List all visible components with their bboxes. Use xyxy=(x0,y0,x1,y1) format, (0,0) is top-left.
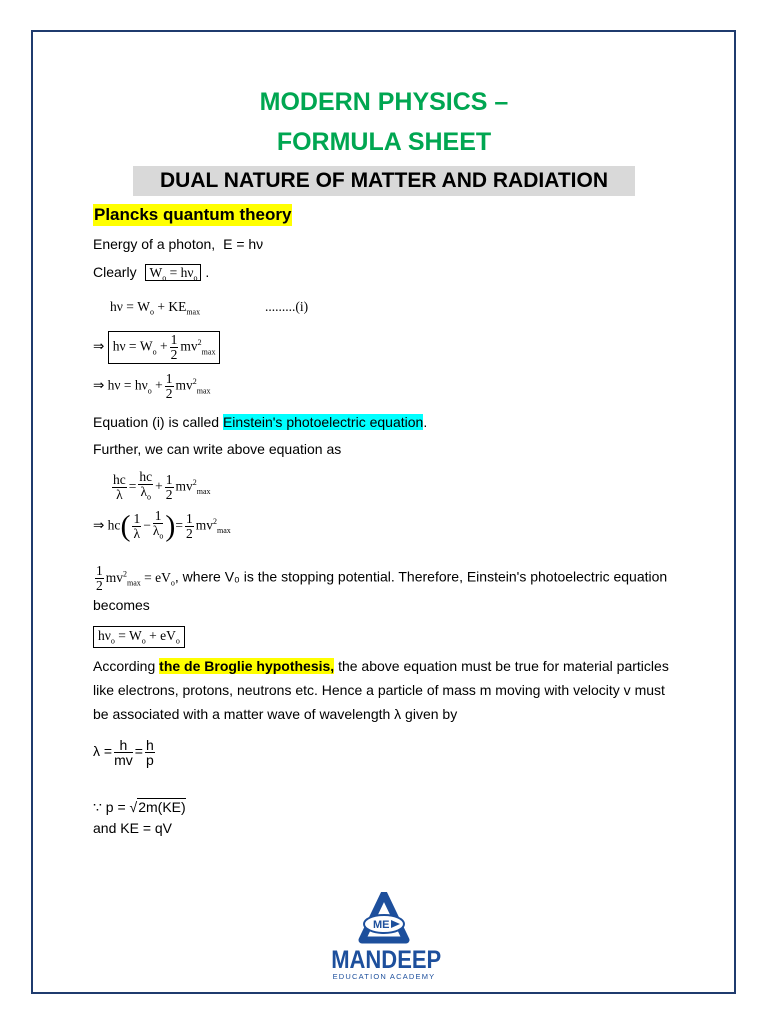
work-function-line: Clearly $W_o = h\nu_o$ . xyxy=(93,264,210,283)
stopping-text: , where V₀ is the stopping potential. Therefore, Einstein's photoelectric equation xyxy=(174,568,668,585)
momentum-relation: ∵ p = √2m(KE) xyxy=(93,799,186,815)
logo-mark-text: ME xyxy=(373,919,390,931)
page-title-line1: MODERN PHYSICS – xyxy=(259,88,509,116)
einstein-prefix: Equation (i) is called xyxy=(93,414,223,430)
einstein-sentence xyxy=(93,413,427,432)
mandeep-logo xyxy=(324,892,444,984)
photon-energy-equation: E = hν xyxy=(223,236,264,252)
einstein-suffix: . xyxy=(423,414,428,430)
broglie-line1-rest: the above equation must be true for material particles xyxy=(334,658,669,674)
kinetic-energy-relation: and KE = qV xyxy=(93,820,173,836)
stopping-potential-line: $\frac{1}{2}$ $mv^2_{max} = eV_o$, where V₀ is the stopping potential. Therefore, Einstein's photoelectric equation xyxy=(96,563,668,593)
photon-energy-line xyxy=(93,235,263,254)
threshold-kinetic-formula: ⇒ $h\nu = h\nu_o$ + $\frac{1}{2}$ $mv^2_{max}$ xyxy=(93,371,211,401)
equation-reference: .........(i) xyxy=(265,299,309,314)
broglie-line1 xyxy=(93,657,669,676)
broglie-highlight: the de Broglie hypothesis, xyxy=(159,658,335,674)
boxed-stopping-formula: $h\nu_o = W_o + eV_o$ xyxy=(93,626,185,648)
wavelength-formula: $\frac{hc}{\lambda}$ = $\frac{hc}{\lambda_o}$ + $\frac{1}{2}$ $mv^2_{max}$ xyxy=(113,469,211,502)
section-heading: DUAL NATURE OF MATTER AND RADIATION xyxy=(133,166,635,196)
broglie-line2: like electrons, protons, neutrons etc. Hence a particle of mass m moving with velocity v must xyxy=(93,682,665,698)
photon-energy-label: Energy of a photon, xyxy=(93,236,216,252)
momentum-radicand: 2m(KE) xyxy=(138,799,186,815)
further-sentence: Further, we can write above equation as xyxy=(93,441,342,457)
subsection-heading: Plancks quantum theory xyxy=(94,205,292,224)
becomes-text: becomes xyxy=(93,597,150,613)
broglie-line3: be associated with a matter wave of wavelength λ given by xyxy=(93,706,458,722)
clearly-label: Clearly xyxy=(93,264,137,280)
wavelength-difference-formula: ⇒ hc( $\frac{1}{\lambda}$ − $\frac{1}{\lambda_o}$ )= $\frac{1}{2}$ $mv^2_{max}$ xyxy=(93,508,231,543)
work-function-formula: $W_o = h\nu_o$ xyxy=(145,264,201,281)
page-title-line2: FORMULA SHEET xyxy=(276,128,492,156)
logo-brand: MANDEEP xyxy=(331,946,442,974)
de-broglie-wavelength-formula: λ = $\frac{h}{mv}$ = $\frac{h}{p}$ xyxy=(93,737,154,768)
logo-tagline: EDUCATION ACADEMY xyxy=(332,972,436,981)
einstein-highlight: Einstein's photoelectric equation xyxy=(222,414,424,430)
energy-balance-formula: $h\nu = W_o + KE_{max}$ xyxy=(110,299,201,317)
boxed-kinetic-formula: ⇒ $h\nu = W_o$ + $\frac{1}{2}$ $mv^2_{max}$ xyxy=(93,331,220,364)
broglie-prefix: According xyxy=(93,658,160,674)
momentum-prefix: ∵ p = xyxy=(93,799,130,815)
